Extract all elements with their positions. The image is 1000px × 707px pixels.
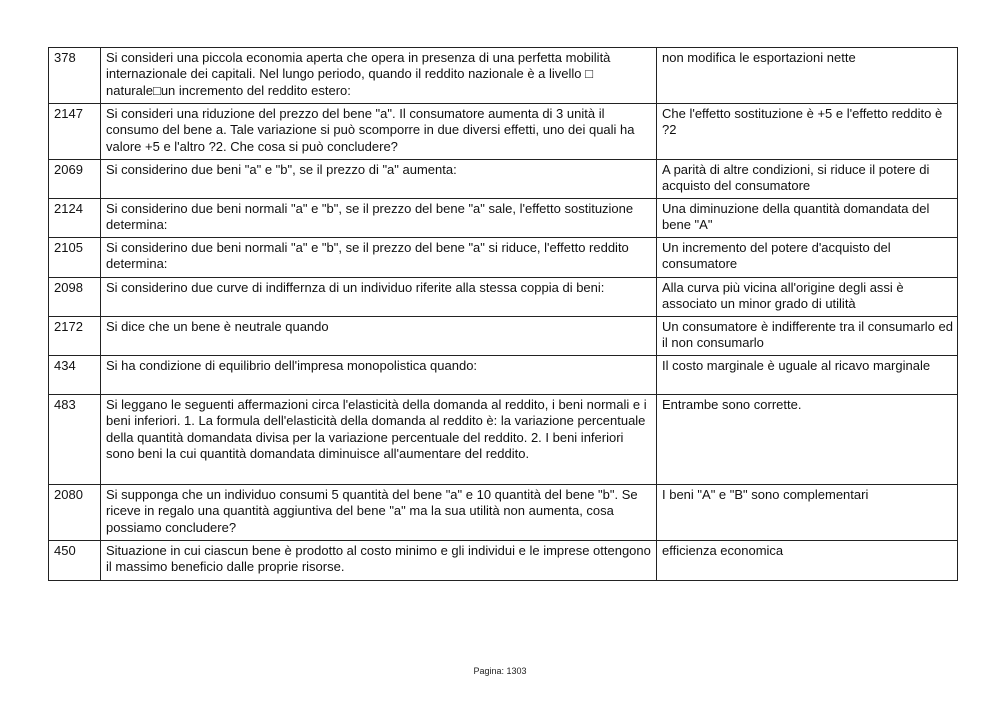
question-id: 2124 <box>49 199 101 238</box>
answer-text: efficienza economica <box>657 541 958 581</box>
question-id: 2098 <box>49 278 101 317</box>
table-row <box>49 317 958 356</box>
table-row <box>49 278 958 317</box>
question-text: Si leggano le seguenti affermazioni circa l'elasticità della domanda al reddito, i beni normali e i beni inferiori. 1. La formula dell'elasticità della domanda al reddito è: la variazione percentuale della quantità domandata divisa per la variazione percentuale del reddito. 2. I beni inferiori sono beni la cui quantità domandata diminuisce all'aumentare del reddito. <box>101 395 657 485</box>
question-id: 2147 <box>49 104 101 160</box>
answer-text: non modifica le esportazioni nette <box>657 48 958 104</box>
question-text: Si considerino due beni "a" e "b", se il prezzo di "a" aumenta: <box>101 160 657 199</box>
answer-text: Il costo marginale è uguale al ricavo marginale <box>657 356 958 395</box>
question-text: Si considerino due beni normali "a" e "b", se il prezzo del bene "a" sale, l'effetto sostituzione determina: <box>101 199 657 238</box>
question-text: Si consideri una riduzione del prezzo del bene "a". Il consumatore aumenta di 3 unità il consumo del bene a. Tale variazione si può scomporre in due diversi effetti, uno dei quali ha valore +5 e l'altro ?2. Che cosa si può concludere? <box>101 104 657 160</box>
question-table <box>48 47 958 581</box>
question-id: 450 <box>49 541 101 581</box>
table-row <box>49 48 958 104</box>
answer-text: Una diminuzione della quantità domandata del bene "A" <box>657 199 958 238</box>
table-row <box>49 160 958 199</box>
question-text: Situazione in cui ciascun bene è prodotto al costo minimo e gli individui e le imprese ottengono il massimo beneficio dalle proprie risorse. <box>101 541 657 581</box>
answer-text: Che l'effetto sostituzione è +5 e l'effetto reddito è ?2 <box>657 104 958 160</box>
page-number: Pagina: 1303 <box>473 666 527 676</box>
question-text: Si dice che un bene è neutrale quando <box>101 317 657 356</box>
answer-text: Un incremento del potere d'acquisto del consumatore <box>657 238 958 278</box>
table-row <box>49 541 958 581</box>
answer-text: I beni "A" e "B" sono complementari <box>657 485 958 541</box>
answer-text: Alla curva più vicina all'origine degli assi è associato un minor grado di utilità <box>657 278 958 317</box>
table-row <box>49 104 958 160</box>
question-id: 2172 <box>49 317 101 356</box>
table-row <box>49 356 958 395</box>
question-id: 2105 <box>49 238 101 278</box>
question-id: 434 <box>49 356 101 395</box>
question-text: Si considerino due curve di indiffernza di un individuo riferite alla stessa coppia di beni: <box>101 278 657 317</box>
question-text: Si considerino due beni normali "a" e "b", se il prezzo del bene "a" si riduce, l'effetto reddito determina: <box>101 238 657 278</box>
question-id: 378 <box>49 48 101 104</box>
question-text: Si ha condizione di equilibrio dell'impresa monopolistica quando: <box>101 356 657 395</box>
answer-text: A parità di altre condizioni, si riduce il potere di acquisto del consumatore <box>657 160 958 199</box>
question-id: 2080 <box>49 485 101 541</box>
question-id: 483 <box>49 395 101 485</box>
table-row <box>49 199 958 238</box>
question-id: 2069 <box>49 160 101 199</box>
table-row <box>49 238 958 278</box>
table-row <box>49 395 958 485</box>
table-row <box>49 485 958 541</box>
question-text: Si consideri una piccola economia aperta che opera in presenza di una perfetta mobilità internazionale dei capitali. Nel lungo periodo, quando il reddito nazionale è a livello □ naturale□un incremento del reddito estero: <box>101 48 657 104</box>
answer-text: Un consumatore è indifferente tra il consumarlo ed il non consumarlo <box>657 317 958 356</box>
answer-text: Entrambe sono corrette. <box>657 395 958 485</box>
question-text: Si supponga che un individuo consumi 5 quantità del bene "a" e 10 quantità del bene "b". Se riceve in regalo una quantità aggiuntiva del bene "a" ma la sua utilità non aumenta, cosa possiamo concludere? <box>101 485 657 541</box>
